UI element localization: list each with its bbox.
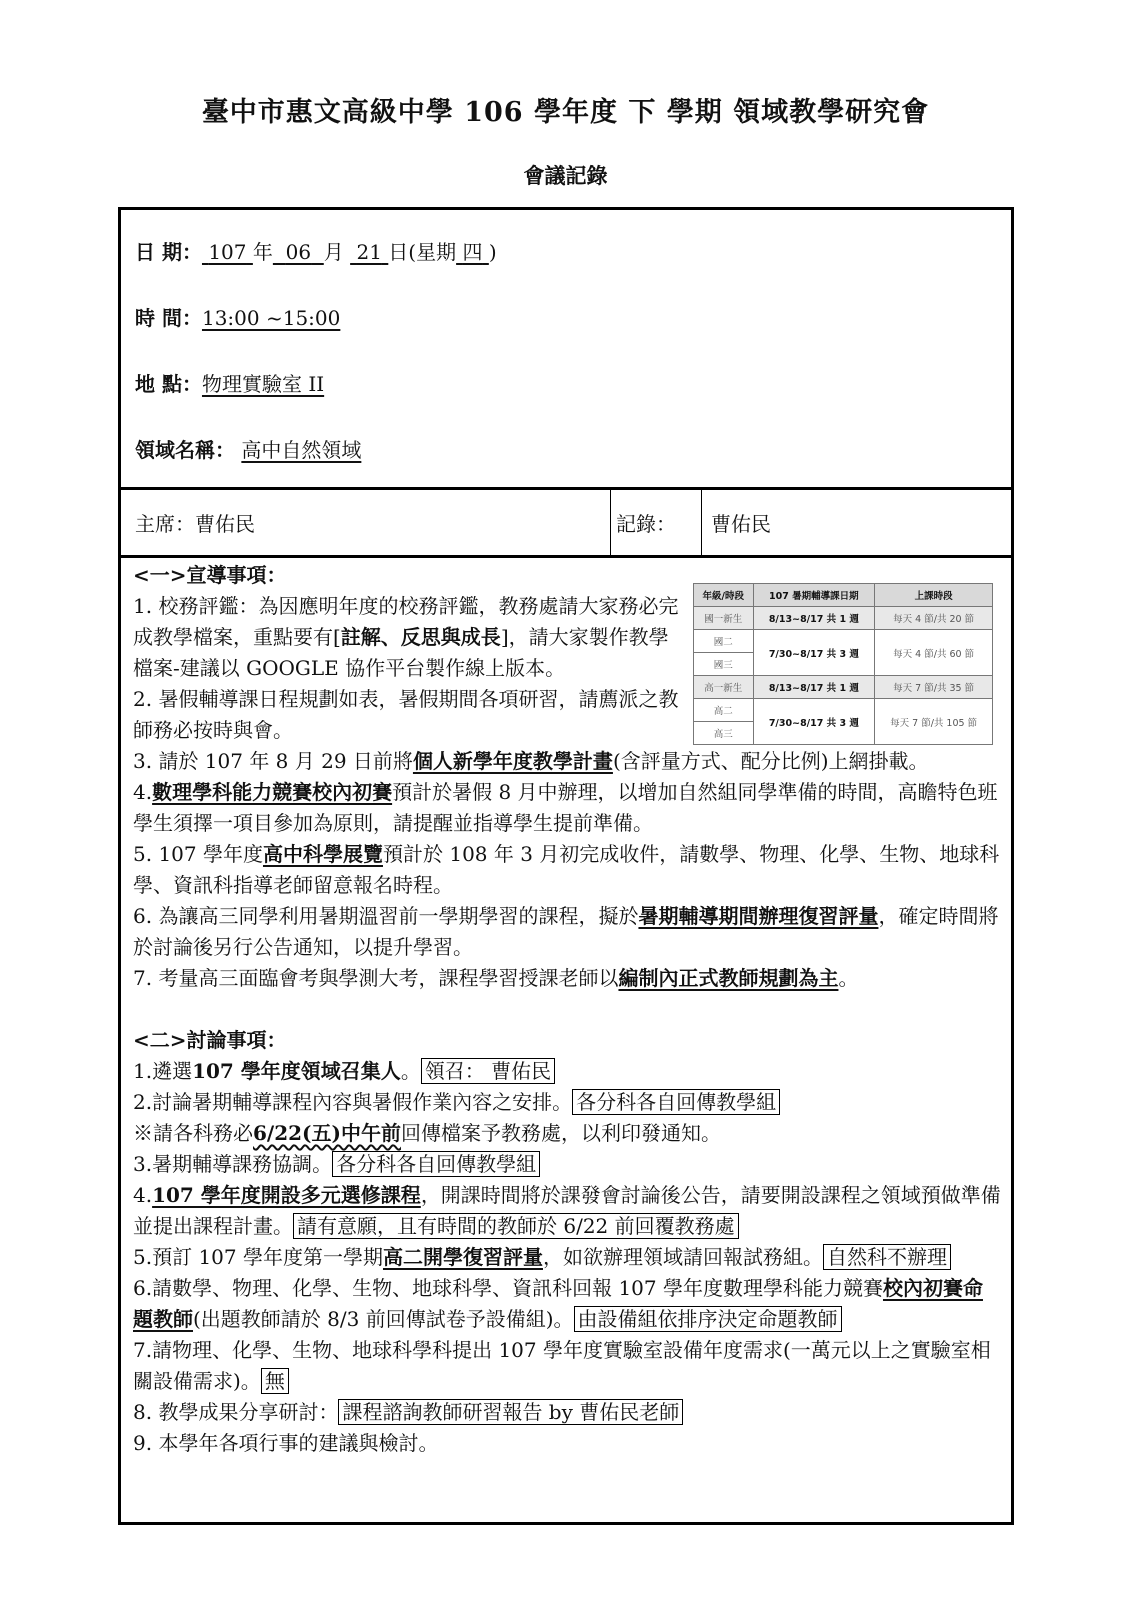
time-value: 13:00 ~15:00: [201, 306, 341, 330]
column-header: 107 暑期輔導課日期: [753, 584, 875, 607]
table-cell: 高一新生: [694, 676, 754, 699]
table-cell: 國二: [694, 630, 754, 653]
recorder-label: 記錄：: [616, 512, 676, 536]
time-label: 時 間：: [135, 306, 202, 330]
date-line: [135, 236, 497, 265]
minutes-body: [133, 560, 1001, 1459]
date-label: 日 期：: [135, 240, 202, 264]
discussion-5: 5.預訂 107 學年度第一學期高二開學復習評量，如欲辦理領域請回報試務組。 自然科不辦理: [133, 1242, 1001, 1273]
domain-line: [135, 434, 361, 463]
announcement-5: 5. 107 學年度高中科學展覽預計於 108 年 3 月初完成收件，請數學、物理、化學、生物、地球科學、資訊科指導老師留意報名時程。: [133, 842, 1000, 897]
date-year: 107: [208, 240, 247, 264]
recorder-name: 曹佑民: [711, 512, 771, 536]
announcement-3: 3. 請於 107 年 8 月 29 日前將個人新學年度教學計畫(含評量方式、配分比例)上網掛載。: [133, 749, 929, 773]
divider: [610, 490, 611, 555]
decision-box: 自然科不辦理: [823, 1244, 951, 1270]
date-year-unit: 年: [252, 240, 273, 264]
table-cell: 每天 4 節/共 20 節: [875, 607, 993, 630]
discussion-4: 4.107 學年度開設多元選修課程，開課時間將於課發會討論後公告，請要開設課程之領域預做準備並提出課程計畫。 請有意願，且有時間的教師於 6/22 前回覆教務處: [133, 1183, 1001, 1238]
minutes-frame: [118, 207, 1014, 1525]
decision-box: 請有意願，且有時間的教師於 6/22 前回覆教務處: [293, 1213, 739, 1239]
date-day-unit: 日(星期: [388, 240, 457, 264]
announcement-1: 1. 校務評鑑：為因應明年度的校務評鑑，教務處請大家務必完成教學檔案，重點要有[註解、反思與成長]，請大家製作教學檔案-建議以 GOOGLE 協作平台製作線上版本。: [133, 594, 679, 680]
date-day: 21: [356, 240, 382, 264]
announcement-4: 4.數理學科能力競賽校內初賽預計於暑假 8 月中辦理，以增加自然組同學準備的時間，高瞻特色班學生須擇一項目參加為原則，請提醒並指導學生提前準備。: [133, 780, 998, 835]
table-cell: 7/30~8/17 共 3 週: [753, 630, 875, 676]
divider: [701, 490, 702, 555]
table-cell: 7/30~8/17 共 3 週: [753, 699, 875, 745]
discussion-note: ※請各科務必6/22(五)中午前回傳檔案予教務處，以利印發通知。: [133, 1121, 721, 1145]
date-weekday-close: ): [488, 240, 497, 264]
date-month-unit: 月: [323, 240, 344, 264]
chair-cell: 主席：曹佑民: [135, 512, 255, 536]
discussion-1: 1.遴選107 學年度領域召集人。 領召： 曹佑民: [133, 1056, 1001, 1087]
decision-box: 課程諮詢教師研習報告 by 曹佑民老師: [338, 1399, 683, 1425]
document-subtitle: 會議記錄: [523, 163, 608, 188]
place-line: [135, 368, 324, 397]
decision-box: 各分科各自回傳教學組: [332, 1151, 540, 1177]
date-month: 06: [285, 240, 312, 264]
announcement-2: 2. 暑假輔導課日程規劃如表，暑假期間各項研習，請薦派之教師務必按時與會。: [133, 687, 679, 742]
divider: [121, 487, 1011, 490]
announcement-7: 7. 考量高三面臨會考與學測大考，課程學習授課老師以編制內正式教師規劃為主。: [133, 966, 859, 990]
decision-box: 由設備組依排序決定命題教師: [574, 1306, 842, 1332]
decision-box: 無: [261, 1368, 289, 1394]
table-cell: 高三: [694, 722, 754, 745]
discussion-9: 9. 本學年各項行事的建議與檢討。: [133, 1431, 439, 1455]
place-value: 物理實驗室 II: [201, 372, 325, 396]
table-cell: 國一新生: [694, 607, 754, 630]
table-cell: 8/13~8/17 共 1 週: [753, 607, 875, 630]
domain-label: 領域名稱：: [135, 438, 235, 462]
column-header: 年級/時段: [694, 584, 754, 607]
table-cell: 每天 7 節/共 35 節: [875, 676, 993, 699]
column-header: 上課時段: [875, 584, 993, 607]
date-weekday: 四: [462, 240, 483, 264]
table-cell: 每天 4 節/共 60 節: [875, 630, 993, 676]
announcement-6: 6. 為讓高三同學利用暑期溫習前一學期學習的課程，擬於暑期輔導期間辦理復習評量，確定時間將於討論後另行公告通知，以提升學習。: [133, 904, 999, 959]
place-label: 地 點：: [135, 372, 202, 396]
table-cell: 國三: [694, 653, 754, 676]
decision-box: 各分科各自回傳教學組: [572, 1089, 780, 1115]
discussion-3: 3.暑期輔導課務協調。 各分科各自回傳教學組: [133, 1149, 1001, 1180]
discussion-7: 7.請物理、化學、生物、地球科學科提出 107 學年度實驗室設備年度需求(一萬元以上之實驗室相關設備需求)。 無: [133, 1338, 991, 1393]
decision-box: 領召： 曹佑民: [421, 1058, 555, 1084]
document-title: 臺中市惠文高級中學 106 學年度 下 學期 領域教學研究會: [201, 97, 930, 128]
discussion-6: 6.請數學、物理、化學、生物、地球科學、資訊科回報 107 學年度數理學科能力競賽校內初賽命題教師(出題教師請於 8/3 前回傳試卷予設備組)。 由設備組依排序決定命題教師: [133, 1276, 983, 1331]
discussion-2: 2.討論暑期輔導課程內容與暑假作業內容之安排。 各分科各自回傳教學組: [133, 1087, 1001, 1118]
table-cell: 高二: [694, 699, 754, 722]
divider: [121, 555, 1011, 558]
table-cell: 每天 7 節/共 105 節: [875, 699, 993, 745]
domain-value: 高中自然領域: [241, 438, 362, 462]
discussion-heading: <二>討論事項：: [133, 1028, 287, 1052]
table-cell: 8/13~8/17 共 1 週: [753, 676, 875, 699]
time-line: [135, 302, 340, 331]
discussion-8: 8. 教學成果分享研討： 課程諮詢教師研習報告 by 曹佑民老師: [133, 1397, 1001, 1428]
announcements-heading: <一>宣導事項：: [133, 563, 287, 587]
